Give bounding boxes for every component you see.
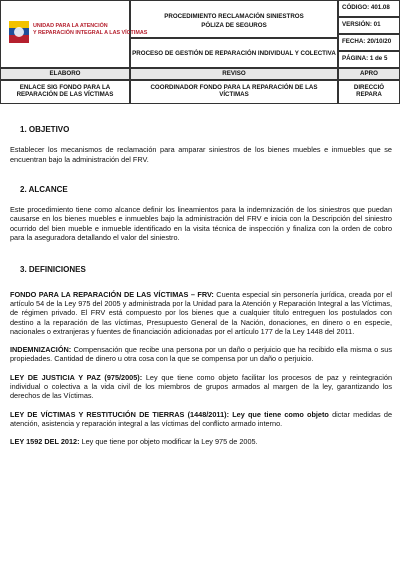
definition-frv-term: FONDO PARA LA REPARACIÓN DE LAS VÍCTIMAS – FRV:: [10, 289, 214, 299]
section-definiciones-title: 3. DEFINICIONES: [20, 265, 86, 275]
objetivo-text: Establecer los mecanismos de reclamación para amparar siniestros de los bienes muebles e inmuebles que se encuentran bajo la administración del FRV.: [10, 145, 392, 164]
document-header: [0, 0, 400, 108]
document-body: [10, 104, 392, 447]
date-field: FECHA: 20/10/20: [338, 34, 400, 51]
definition-indemnizacion: [10, 345, 392, 364]
document-title: [130, 0, 338, 38]
title-line-1: PROCEDIMIENTO RECLAMACIÓN SINIESTROS: [164, 13, 304, 20]
aprobo-header: APRO: [338, 68, 400, 80]
reviso-line-1: COORDINADOR FONDO PARA LA REPARACIÓN DE LAS: [150, 84, 318, 91]
aprobo-value: [338, 80, 400, 104]
elaboro-line-1: ENLACE SIG FONDO PARA LA: [19, 84, 111, 91]
definition-ley-1592-term: LEY 1592 DEL 2012:: [10, 437, 80, 447]
logo-line-2: Y REPARACIÓN INTEGRAL A LAS VÍCTIMAS: [33, 30, 148, 36]
logo-cell: [0, 0, 148, 68]
definition-indemnizacion-text: Compensación que recibe una persona por un daño o perjuicio que ha recibido ella misma o sus propiedades. Cantidad de dinero u otra cosa con la que se compensa por un daño o perjuicio.: [10, 345, 392, 364]
unidad-victimas-logo: [9, 21, 29, 43]
section-objetivo-title: 1. OBJETIVO: [20, 125, 70, 134]
aprobo-line-2: REPARA: [356, 91, 382, 99]
process-name: PROCESO DE GESTIÓN DE REPARACIÓN INDIVIDUAL Y COLECTIVA: [130, 38, 338, 68]
definition-ley-975-text: Ley que tiene como objeto facilitar los procesos de paz y reintegración individual o colectiva a la vida civil de los miembros de grupos armados al margen de la ley, garantizando los derechos de las Víctimas.: [10, 372, 393, 401]
elaboro-header: ELABORO: [0, 68, 130, 80]
elaboro-line-2: REPARACIÓN DE LAS VÍCTIMAS: [16, 91, 114, 99]
reviso-value: [130, 80, 338, 104]
reviso-line-2: VÍCTIMAS: [219, 91, 249, 99]
reviso-header: REVISO: [130, 68, 338, 80]
alcance-text: Este procedimiento tiene como alcance definir los lineamientos para la indemnización de los siniestros que puedan causarse en los bienes muebles e inmuebles bajo la administración del FRV e inicia con la Descripción del siniestro ocurrido del bien mueble e inmueble identificado en la visita técnica de inspección y finaliza con la orden de cobro para la aseguradora detallando el valor del siniestro.: [10, 205, 392, 243]
page-field: PÁGINA: 1 de 5: [338, 51, 400, 68]
aprobo-line-1: DIRECCIÓ: [353, 84, 385, 91]
definition-ley-1592-text: Ley que tiene por objeto modificar la Ley 975 de 2005.: [79, 437, 258, 447]
definition-indemnizacion-term: INDEMNIZACIÓN:: [10, 345, 72, 355]
definition-ley-1592: [10, 437, 392, 446]
definition-ley-1448-text: dictar medidas de atención, asistencia y reparación integral a las víctimas del conflicto armado interno.: [10, 409, 393, 428]
definition-frv: [10, 290, 392, 336]
title-line-2: PÓLIZA DE SEGUROS: [201, 22, 267, 29]
version-field: VERSIÓN: 01: [338, 17, 400, 34]
logo-line-1: UNIDAD PARA LA ATENCIÓN: [33, 23, 108, 29]
definition-ley-975-term: LEY DE JUSTICIA Y PAZ (975/2005):: [10, 372, 143, 382]
section-alcance-title: 2. ALCANCE: [20, 184, 68, 194]
definition-frv-text: Cuenta especial sin personería jurídica, creada por el artículo 54 de la Ley 975 del 2005 y administrada por la Unidad para la Atención y Reparación Integral a las Víctimas, de régimen privado. El FRV está compuesto por los bienes que a cualquier título entreguen los postulados con destino a la reparación de las víctimas, Presupuesto General de la Nación, donaciones, en dinero o en especie, nacionales o extranjeras y fuentes de financiación adicionadas por el artículo 177 de la Ley 1448 del 2011.: [10, 289, 392, 336]
elaboro-value: [0, 80, 130, 104]
code-field: CÓDIGO: 401.08: [338, 0, 400, 17]
definition-ley-1448-term: LEY DE VÍCTIMAS Y RESTITUCIÓN DE TIERRAS (1448/2011): Ley que tiene como objeto: [10, 409, 329, 419]
definition-ley-1448: [10, 410, 392, 429]
definition-ley-975: [10, 373, 392, 401]
